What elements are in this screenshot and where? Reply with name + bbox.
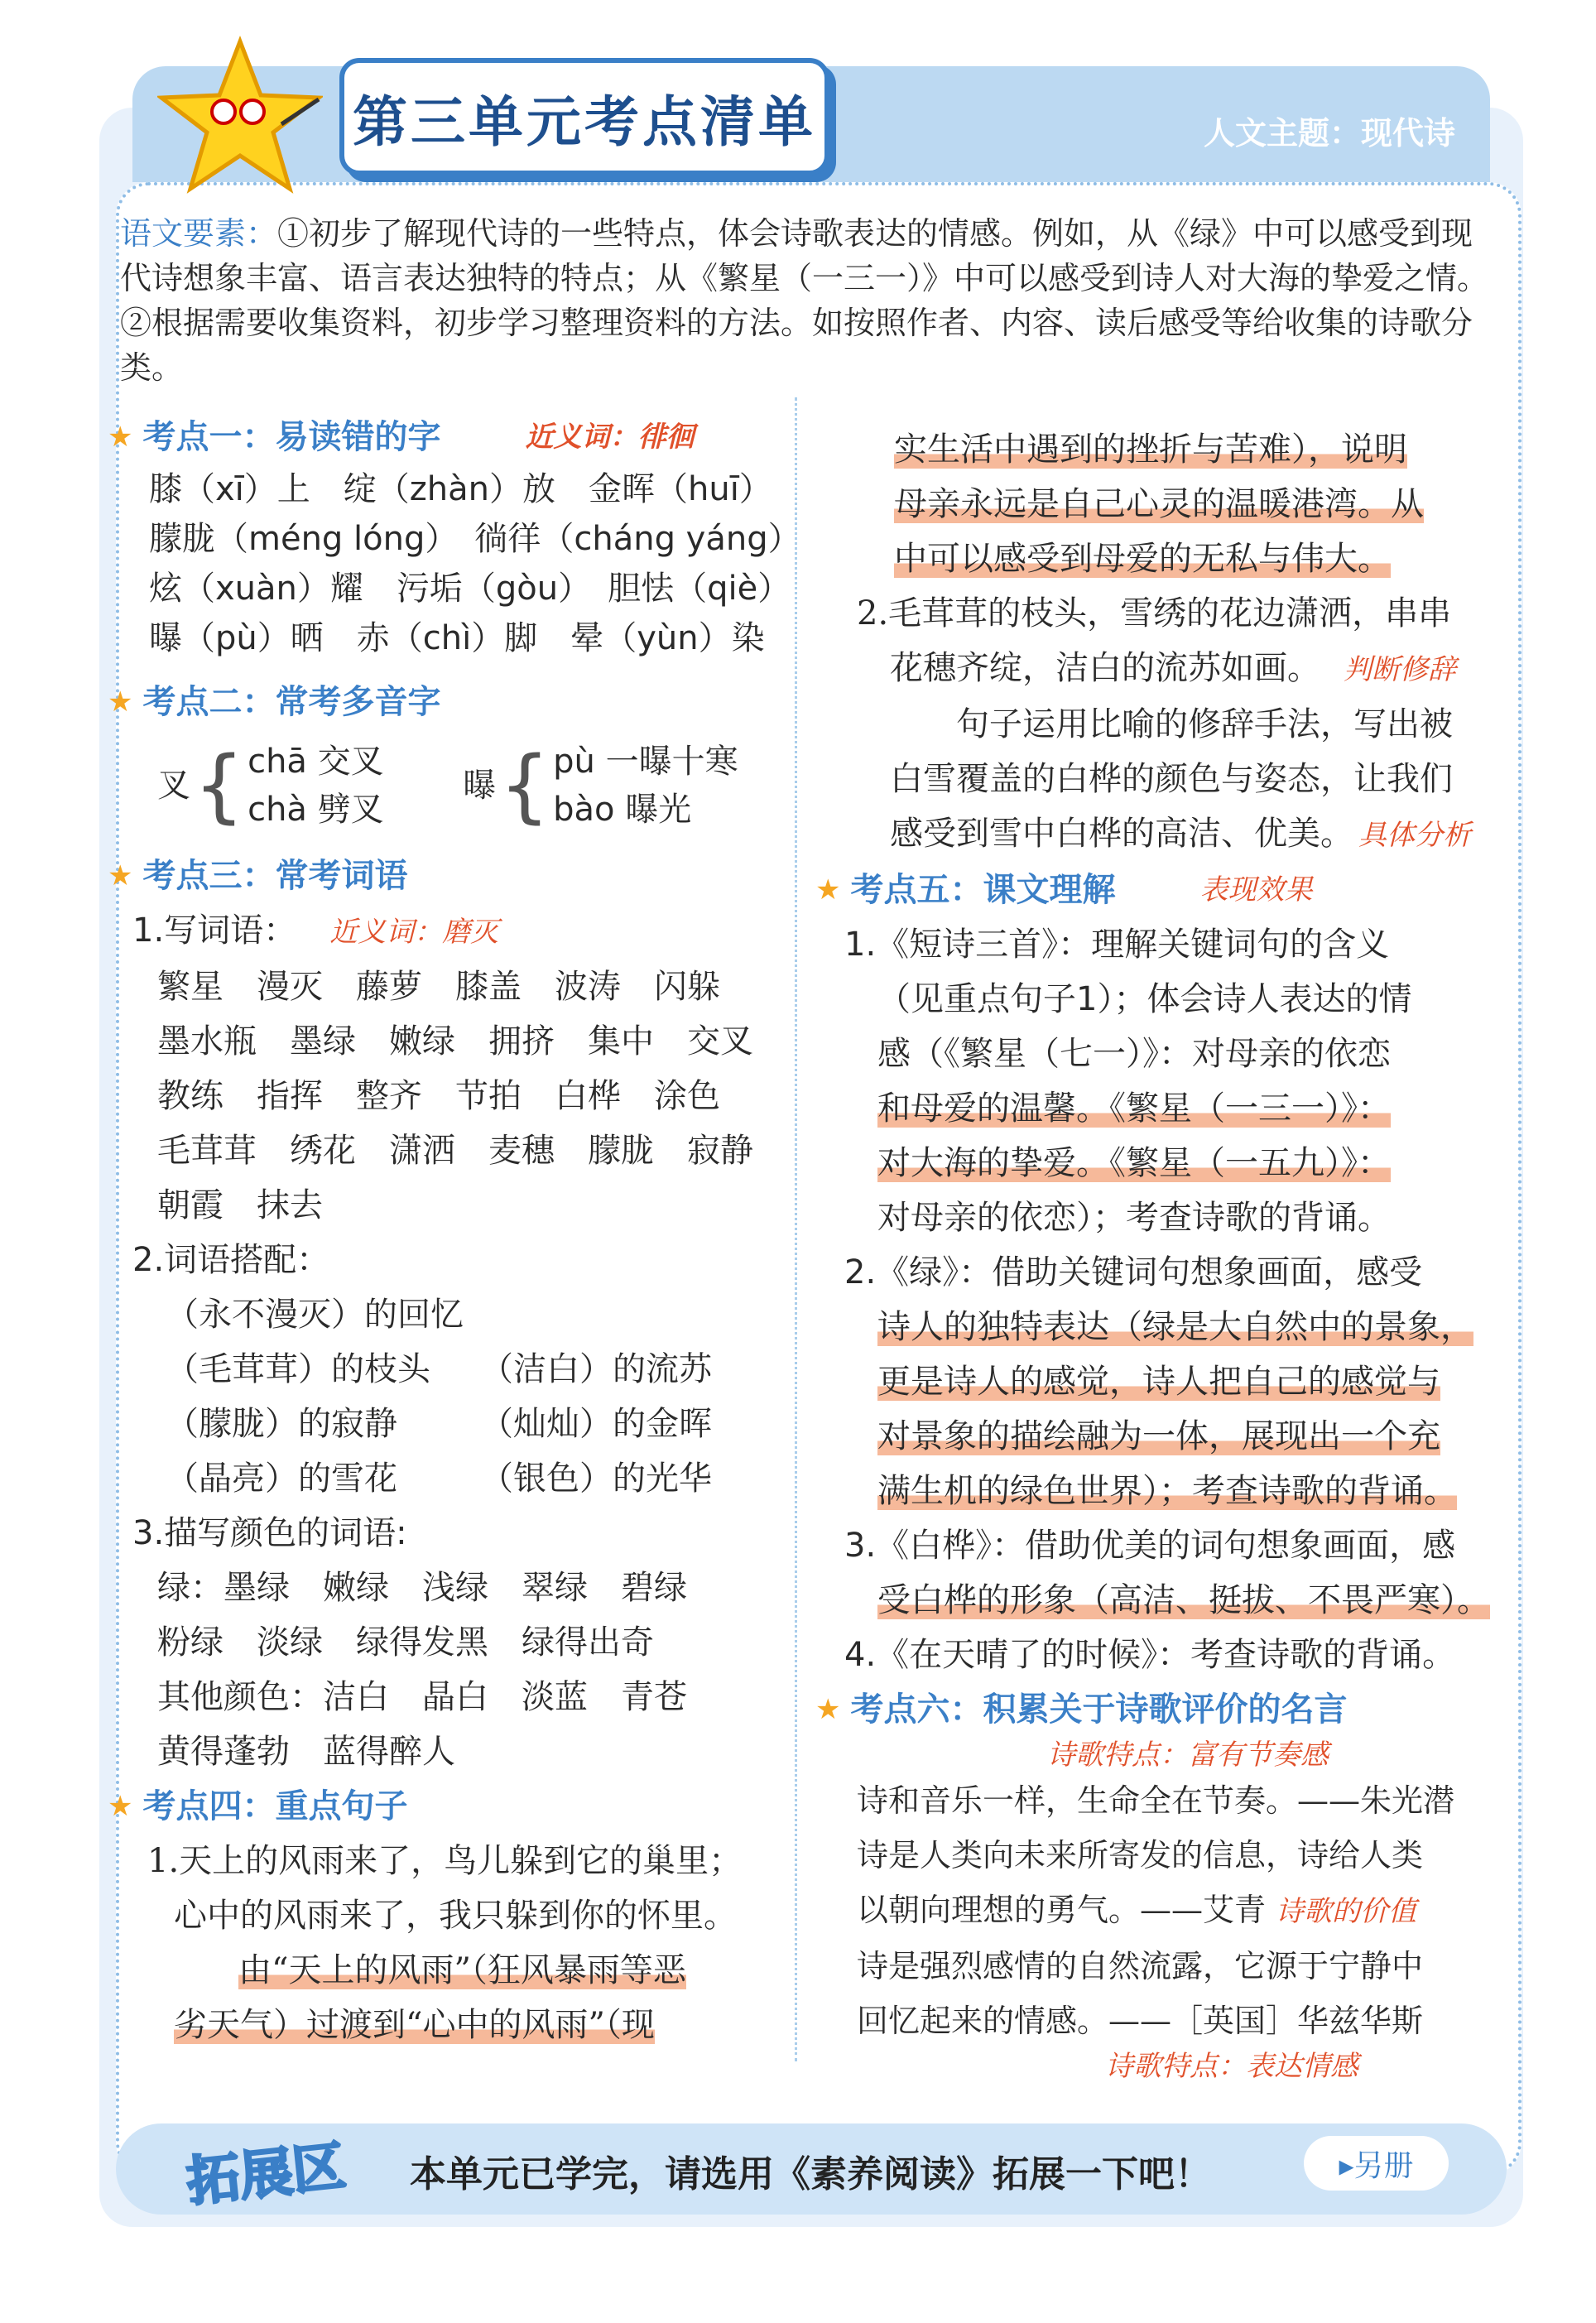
extension-text: 本单元已学完，请选用《素养阅读》拓展一下吧！ xyxy=(410,2153,1211,2196)
k2-title: 考点二：常考多音字 xyxy=(142,683,441,721)
k4-continuation xyxy=(815,422,1502,586)
highlight-text: 满生机的绿色世界）；考查诗歌的背诵。 xyxy=(877,1472,1457,1510)
list-item: 朦胧（méng lóng） 徜徉（cháng yáng） xyxy=(149,520,801,558)
annotation-note: 诗歌特点：富有节奏感 xyxy=(1047,1739,1329,1772)
highlight-text: 受白桦的形象（高洁、挺拔、不畏严寒）。 xyxy=(877,1581,1490,1619)
intro-label: 语文要素： xyxy=(120,215,278,252)
highlight-text: 由“天上的风雨”（狂风暴雨等恶 xyxy=(238,1951,686,1989)
polyphone-reading: chà 劈叉 xyxy=(248,791,384,829)
sentence-line: 2.毛茸茸的枝头，雪绣的花边潇洒，串串 xyxy=(857,594,1452,632)
k3-body xyxy=(108,903,786,1779)
quote-line xyxy=(857,1883,1502,1939)
sentence-line xyxy=(857,806,1502,863)
brace-icon: { xyxy=(194,739,245,832)
list-item: （晶亮）的雪花 （银色）的光华 xyxy=(166,1460,712,1498)
list-item: （永不漫灭）的回忆 xyxy=(166,1296,464,1334)
k5-heading xyxy=(815,863,1502,917)
color-list xyxy=(132,1561,786,1779)
list-item: 4.《在天晴了的时候》：考查诗歌的背诵。 xyxy=(844,1636,1456,1674)
sentence-line: 白雪覆盖的白桦的颜色与姿态，让我们 xyxy=(890,760,1453,798)
list-item: 感（《繁星（七一）》：对母亲的依恋 xyxy=(877,1035,1391,1073)
list-item xyxy=(844,1464,1502,1518)
page-title: 第三单元考点清单 xyxy=(353,89,816,154)
sentence-line xyxy=(147,1943,786,1998)
k5-list xyxy=(815,917,1502,1682)
polyphone-char: 叉 xyxy=(157,767,190,805)
list-item: 3.《白桦》：借助优美的词句想象画面，感 xyxy=(844,1527,1456,1565)
list-item: 绿：墨绿 嫩绿 浅绿 翠绿 碧绿 xyxy=(157,1569,687,1607)
list-item: 朝霞 抹去 xyxy=(157,1186,323,1224)
left-column xyxy=(108,410,801,2052)
highlight-text: 母亲永远是自己心灵的温暖港湾。从 xyxy=(894,485,1424,523)
sentence-line: 心中的风雨来了，我只躲到你的怀里。 xyxy=(174,1897,737,1935)
k3-sub1: 1.写词语： xyxy=(132,911,297,950)
list-item: 1.《短诗三首》：理解关键词句的含义 xyxy=(844,926,1390,964)
highlight-text: 实生活中遇到的挫折与苦难），说明 xyxy=(894,430,1407,469)
quote-line: 诗是强烈感情的自然流露，它源于宁静中 xyxy=(857,1948,1424,1984)
list-item xyxy=(844,1409,1502,1464)
list-item: 毛茸茸 绣花 潇洒 麦穗 朦胧 寂静 xyxy=(157,1132,753,1170)
k4-body xyxy=(108,1834,786,2052)
k1-heading xyxy=(108,410,786,464)
annotation-note: 诗歌特点：表达情感 xyxy=(1105,2050,1358,2083)
list-item: 其他颜色：洁白 晶白 淡蓝 青苍 xyxy=(157,1678,687,1716)
k6-quotes xyxy=(815,1737,1502,2085)
annotation-note: 表现效果 xyxy=(1199,873,1313,907)
star-icon: ★ xyxy=(108,859,133,892)
pair-list xyxy=(132,1287,786,1506)
extension-label: 拓展区 xyxy=(184,2136,349,2214)
list-item: 繁星 漫灭 藤萝 膝盖 波涛 闪躲 xyxy=(157,968,720,1006)
highlight-text: 中可以感受到母爱的无私与伟大。 xyxy=(894,540,1391,578)
k2-polyphones xyxy=(108,738,786,834)
highlight-text: 和母爱的温馨。《繁星（一三一）》： xyxy=(877,1089,1391,1128)
list-item: 曝（pù）晒 赤（chì）脚 晕（yùn）染 xyxy=(149,619,765,657)
k6-title: 考点六：积累关于诗歌评价的名言 xyxy=(850,1691,1348,1729)
brace-icon: { xyxy=(499,739,550,832)
star-icon: ★ xyxy=(108,685,133,719)
list-item xyxy=(844,1573,1502,1628)
separate-volume-button[interactable]: ▸另册 xyxy=(1304,2136,1449,2191)
list-item: （见重点句子1）；体会诗人表达的情 xyxy=(877,980,1412,1018)
k1-note: 近义词：徘徊 xyxy=(525,421,695,454)
highlight-text: 对大海的挚爱。《繁星（一五九）》： xyxy=(877,1144,1391,1182)
star-icon: ★ xyxy=(108,1790,133,1823)
highlight-text: 诗人的独特表达（绿是大自然中的景象， xyxy=(877,1308,1473,1346)
list-item: 教练 指挥 整齐 节拍 白桦 涂色 xyxy=(157,1077,720,1115)
k3-heading xyxy=(108,849,786,903)
list-item xyxy=(844,1081,1502,1136)
list-item: （朦胧）的寂静 （灿灿）的金晖 xyxy=(166,1405,712,1443)
k5-title: 考点五：课文理解 xyxy=(850,871,1116,909)
sentence-line: 句子运用比喻的修辞手法，写出被 xyxy=(956,705,1453,743)
column-divider xyxy=(795,397,797,2061)
annotation-note: 诗歌的价值 xyxy=(1276,1895,1417,1928)
list-item: 墨水瓶 墨绿 嫩绿 拥挤 集中 交叉 xyxy=(157,1022,753,1060)
highlight-text: 更是诗人的感觉，诗人把自己的感觉与 xyxy=(877,1363,1440,1401)
list-item xyxy=(844,1300,1502,1354)
sentence-line: 1.天上的风雨来了，鸟儿躲到它的巢里； xyxy=(147,1842,743,1880)
quote-line: 诗和音乐一样，生命全在节奏。——朱光潜 xyxy=(857,1782,1455,1819)
list-item xyxy=(844,1354,1502,1409)
sentence-line xyxy=(147,1998,786,2052)
page-number: 38 xyxy=(40,2235,86,2273)
annotation-note: 判断修辞 xyxy=(1344,653,1456,686)
star-icon: ★ xyxy=(108,421,133,454)
k1-title: 考点一：易读错的字 xyxy=(142,418,441,456)
k2-heading xyxy=(108,675,786,729)
quote-line: 诗是人类向未来所寄发的信息，诗给人类 xyxy=(857,1837,1424,1873)
highlight-text: 劣天气）过渡到“心中的风雨”（现 xyxy=(174,2006,655,2044)
list-item: 2.《绿》：借助关键词句想象画面，感受 xyxy=(844,1253,1423,1291)
list-item xyxy=(844,1136,1502,1190)
star-icon: ★ xyxy=(815,1693,841,1726)
k3-sub2: 2.词语搭配： xyxy=(132,1241,330,1279)
k3-sub1-row xyxy=(132,903,786,960)
annotation-note: 具体分析 xyxy=(1358,819,1471,852)
sentence-line xyxy=(857,641,1502,697)
polyphone-char: 曝 xyxy=(463,767,497,805)
polyphone-reading: pù 一曝十寒 xyxy=(553,743,738,781)
sentence-text: 感受到雪中白桦的高洁、优美。 xyxy=(890,815,1353,853)
quote-text: 以朝向理想的勇气。——艾青 xyxy=(857,1892,1267,1928)
k3-sub3: 3.描写颜色的词语: xyxy=(132,1514,407,1552)
list-item: 膝（xī）上 绽（zhàn）放 金晖（huī） xyxy=(149,470,772,508)
title-box xyxy=(339,58,829,176)
sentence-line xyxy=(894,477,1502,531)
k6-heading xyxy=(815,1682,1502,1737)
list-item: （毛茸茸）的枝头 （洁白）的流苏 xyxy=(166,1350,712,1388)
k4-heading xyxy=(108,1779,786,1834)
list-item: 炫（xuàn）耀 污垢（gòu） 胆怯（qiè） xyxy=(149,570,791,608)
sentence-line xyxy=(894,531,1502,586)
sentence-line xyxy=(894,422,1502,477)
polyphone-reading: chā 交叉 xyxy=(248,743,384,781)
polyphone-reading: bào 曝光 xyxy=(553,791,692,829)
k3-title: 考点三：常考词语 xyxy=(142,857,408,895)
k4-sentence2 xyxy=(815,586,1502,863)
list-item: 粉绿 淡绿 绿得发黑 绿得出奇 xyxy=(157,1623,654,1662)
k3-note: 近义词：磨灭 xyxy=(329,916,499,949)
list-item: 对母亲的依恋）；考查诗歌的背诵。 xyxy=(877,1199,1391,1237)
list-item: 黄得蓬勃 蓝得醉人 xyxy=(157,1733,455,1771)
theme-label: 人文主题：现代诗 xyxy=(1203,115,1455,152)
star-icon: ★ xyxy=(815,873,841,907)
intro-text: ①初步了解现代诗的一些特点，体会诗歌表达的情感。例如，从《绿》中可以感受到现代诗想象丰富、语言表达独特的特点；从《繁星（一三一）》中可以感受到诗人对大海的挚爱之情。②根据需要收集资料，初步学习整理资料的方法。如按照作者、内容、读后感受等给收集的诗歌分类。 xyxy=(120,215,1489,386)
word-list xyxy=(132,960,786,1233)
right-column xyxy=(815,422,1502,2085)
k1-list xyxy=(108,464,801,663)
star-mascot-icon xyxy=(157,33,323,199)
sentence-text: 花穗齐绽，洁白的流苏如画。 xyxy=(890,649,1320,687)
highlight-text: 对景象的描绘融为一体，展现出一个充 xyxy=(877,1417,1440,1455)
quote-line: 回忆起来的情感。——［英国］华兹华斯 xyxy=(857,2003,1424,2039)
intro-paragraph xyxy=(120,211,1494,390)
k4-title: 考点四：重点句子 xyxy=(142,1787,408,1825)
